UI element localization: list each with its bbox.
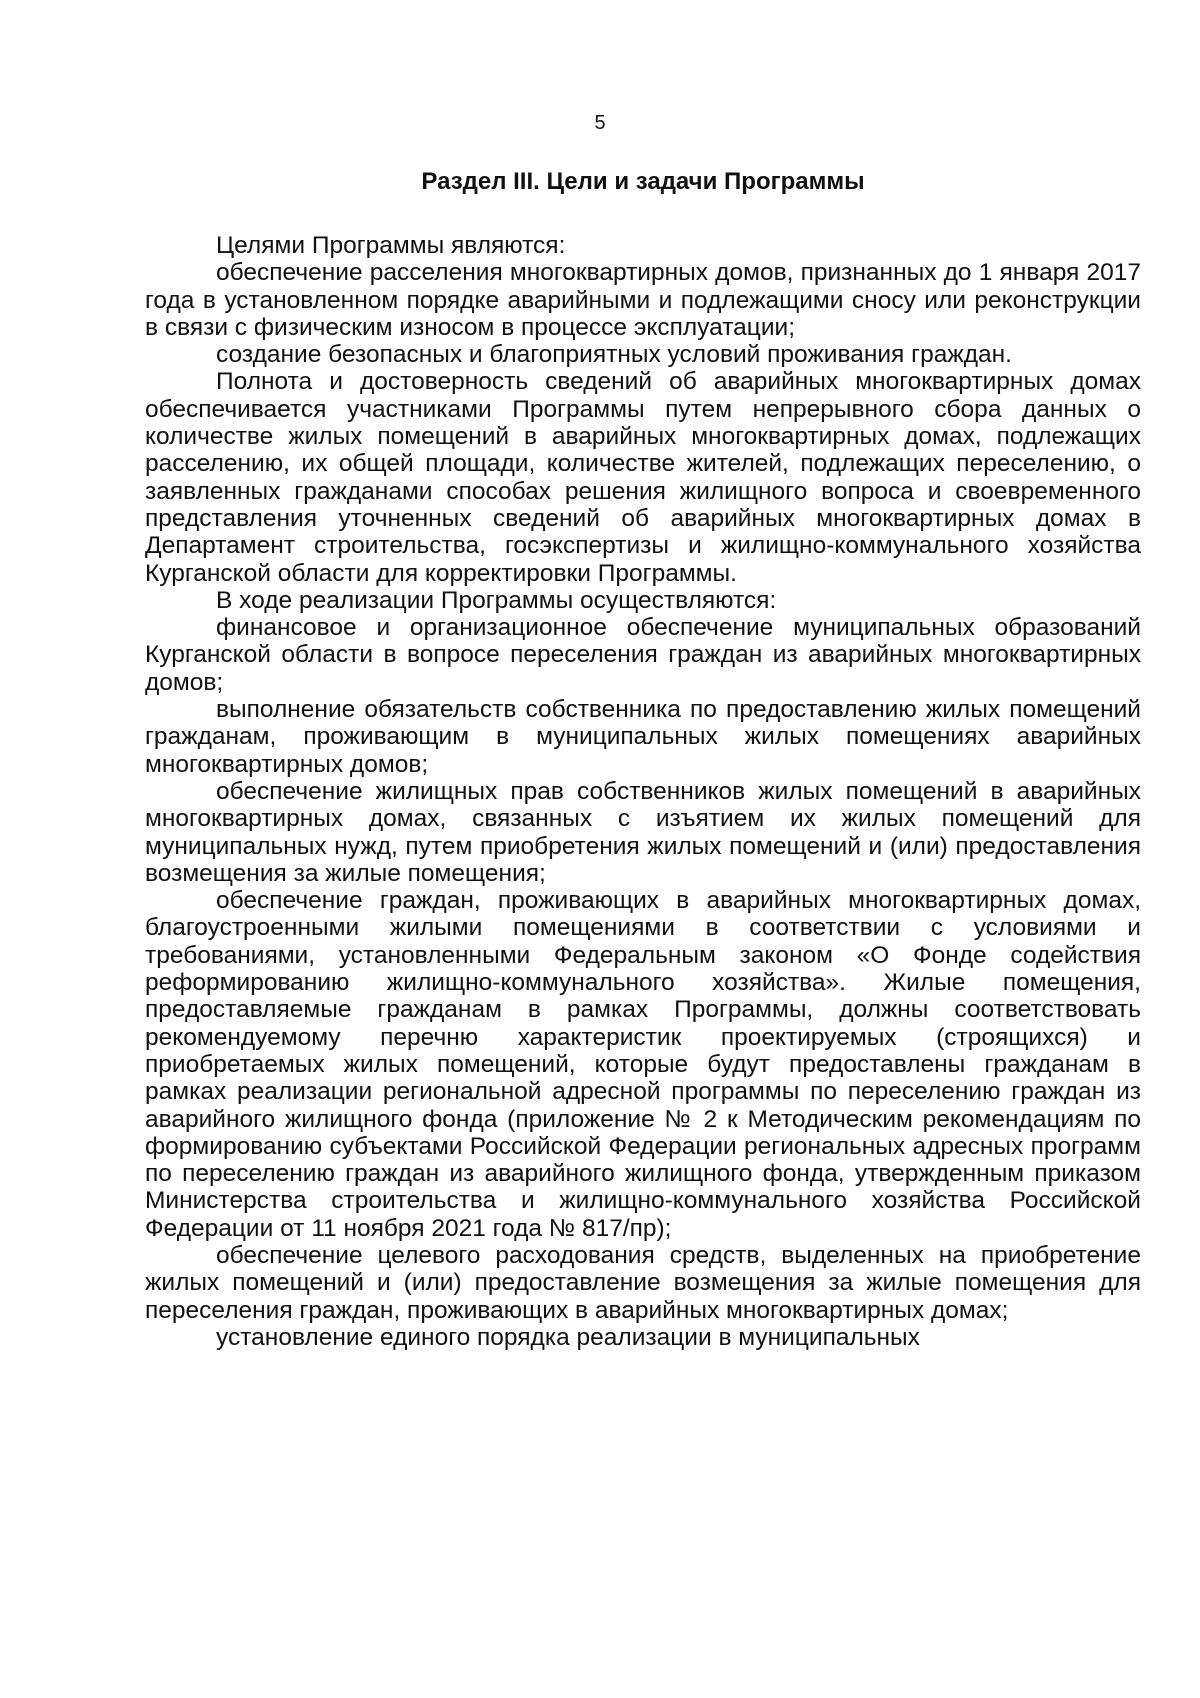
- paragraph: обеспечение граждан, проживающих в аварийных многоквартирных домах, благоустроенными жилыми помещениями в соответствии с условиями и требованиями, установленными Федеральным законом «О Фонде содействия реформированию жилищно-коммунального хозяйства». Жилые помещения, предоставляемые гражданам в рамках Программы, должны соответствовать рекомендуемому перечню характеристик проектируемых (строящихся) и приобретаемых жилых помещений, которые будут предоставлены гражданам в рамках реализации региональной адресной программы по переселению граждан из аварийного жилищного фонда (приложение № 2 к Методическим рекомендациям по формированию субъектами Российской Федерации региональных адресных программ по переселению граждан из аварийного жилищного фонда, утвержденным приказом Министерства строительства и жилищно-коммунального хозяйства Российской Федерации от 11 ноября 2021 года № 817/пр);: [145, 887, 1141, 1242]
- paragraph: В ходе реализации Программы осуществляются:: [216, 586, 777, 614]
- paragraph: обеспечение целевого расходования средств, выделенных на приобретение жилых помещений и (или) предоставление возмещения за жилые помещения для переселения граждан, проживающих в аварийных многоквартирных домах;: [145, 1241, 1141, 1324]
- paragraph: обеспечение жилищных прав собственников жилых помещений в аварийных многоквартирных домах, связанных с изъятием их жилых помещений для муниципальных нужд, путем приобретения жилых помещений и (или) предоставления возмещения за жилые помещения;: [145, 777, 1141, 887]
- paragraph: Полнота и достоверность сведений об аварийных многоквартирных домах обеспечивается участниками Программы путем непрерывного сбора данных о количестве жилых помещений в аварийных многоквартирных домах, подлежащих расселению, их общей площади, количестве жителей, подлежащих переселению, о заявленных гражданами способах решения жилищного вопроса и своевременного представления уточненных сведений об аварийных многоквартирных домах в Департамент строительства, госэкспертизы и жилищно-коммунального хозяйства Курганской области для корректировки Программы.: [145, 368, 1141, 587]
- paragraph: выполнение обязательств собственника по предоставлению жилых помещений гражданам, проживающим в муниципальных жилых помещениях аварийных многоквартирных домов;: [145, 696, 1141, 778]
- paragraph: Целями Программы являются:: [216, 232, 566, 259]
- document-body: [145, 232, 1141, 1351]
- paragraph: создание безопасных и благоприятных условий проживания граждан.: [216, 341, 1012, 369]
- paragraph: обеспечение расселения многоквартирных домов, признанных до 1 января 2017 года в установленном порядке аварийными и подлежащими сносу или реконструкции в связи с физическим износом в процессе эксплуатации;: [145, 259, 1141, 341]
- paragraph: установление единого порядка реализации в муниципальных: [216, 1323, 920, 1351]
- section-title: Раздел III. Цели и задачи Программы: [421, 168, 865, 195]
- paragraph: финансовое и организационное обеспечение муниципальных образований Курганской области в вопросе переселения граждан из аварийных многоквартирных домов;: [145, 614, 1141, 696]
- page-number: 5: [594, 112, 606, 134]
